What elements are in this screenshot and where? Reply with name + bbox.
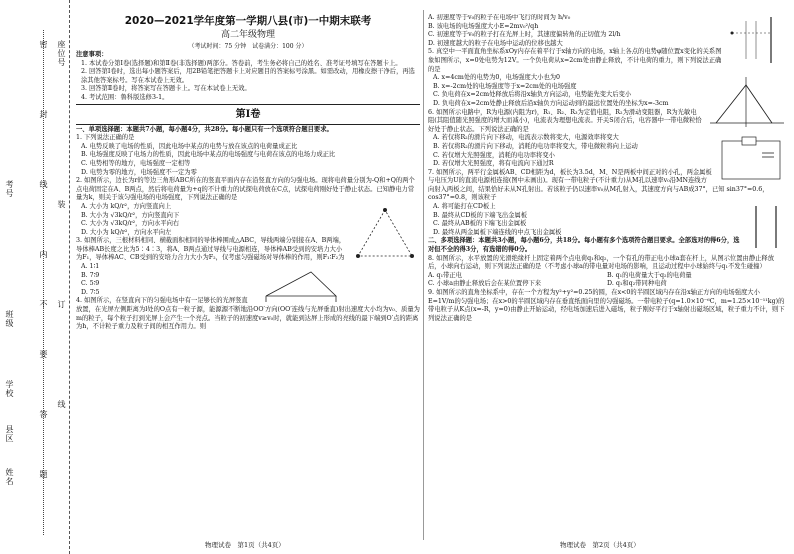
binding-label-school: 学校 [5,380,14,398]
exam-subtitle: 高二年级物理 [220,30,275,40]
seal-char: 题 [39,470,48,479]
potential-graph-figure [706,75,786,130]
binding-strip [0,0,70,554]
q2-stem: 2. 如图所示，边长为r的等边三角形ABC所在的竖直平面内存在沿竖直方向的匀强电场。现将电荷量分别为-Q和+Q的两个点电荷固定在A、B两点，然后将电荷量为+q的不计重力的试探电荷放在C点，试探电荷刚好处于静止状态。已知静电力常量为k，则关于该匀强电场的电场强度，下列说法正确的是 [76,177,415,202]
q7-option: C. 最终从AB板的下端飞出金属板 [433,220,527,228]
seal-char: 封 [39,110,48,119]
q7-option: D. 最终从两金属板下端连线的中点飞出金属板 [433,228,562,236]
binding-label-name: 姓名 [5,468,14,486]
q5-option: B. x=-2cm处的电场强度等于x=2cm处的电场强度 [433,82,577,90]
q8-option: D. q₁和q₂带同种电荷 [607,280,667,288]
q5-stem: 5. 真空中一平面直角坐标系xOy内存在着平行于x轴方向的电场，x轴上各点的电势φ随位置x变化的关系图象如图所示，x=0处电势为12V。一个负电荷从x=2cm处由静止释放，不计电荷的重力，则下列说法正确的是 [428,48,722,73]
q8-option: C. 小球a由静止释放后会在某位置停下来 [428,280,542,288]
q4-option: B. 该电场的电场强度大小E=2mv₀²/qh [428,22,539,30]
seal-char: 不 [39,300,48,309]
q3-option: D. 7∶5 [81,288,100,296]
q6-option: C. 若仅增大光照强度，消耗的电功率将变小 [433,151,555,159]
q1-stem: 1. 下列说法正确的是 [76,134,135,142]
q4-stem: 4. 如图所示，在竖直向下的匀强电场中有一足够长的光屏竖直放置，在光屏左侧距离为l处的O点有一粒子源，能源源不断地沿OO′方向(OO′连线与光屏垂直)射出速度大小均为v₀、质量为m的粒子，每个粒子打到光屏上会产生一个亮点。当粒子的初速度v≥v₀时，就能到达屏上形成的亮线的最下端到O′点的距离为h，不计粒子重力及粒子间的相互作用力。则 [76,297,420,331]
parallel-plates-figure [746,204,786,250]
seal-char: 线 [39,180,48,189]
exam-info: （考试时间：75 分钟 试卷满分：100 分） [188,43,308,50]
notice-heading: 注意事项： [76,51,108,58]
footer-left: 物理试卷 第1页（共4页） [205,541,285,549]
q8-stem: 8. 如图所示，水平放置的光滑绝缘杆上固定着两个点电荷q₁和q₂，一个有孔的带正电小球a套在杆上，从图示位置由静止释放后，小球向右运动，则下列说法正确的是（不考虑小球a的带电量对电场的影响，且运动过程中小球始终与q₁不发生碰撞） [428,254,775,271]
q2-option: D. 大小为 kQ/r²，方向水平向左 [81,228,172,236]
exam-title: 2020—2021学年度第一学期八县(市)一中期末联考 [124,15,372,27]
q8-options [428,272,786,289]
q4-option: C. 初速度等于v₀的粒子打在光屏上时，其速度偏转角的正切值为 2l/h [428,31,621,39]
q1-option: B. 电场强度反映了电场力的性质，因此电场中某点的电场强度与电荷在该点的电场力成正比 [81,151,336,159]
rule [76,124,420,125]
q2-option: B. 大小为 √3kQ/r²，方向竖直向下 [81,211,180,219]
q1-option: D. 电势为零的地方，电场强度不一定为零 [81,168,197,176]
q6-option: B. 若仅将R₂的滑片向下移动，消耗的电功率将变大，带电微粒将向上运动 [433,142,638,150]
bind-char: 订 [57,300,66,309]
q4-option: D. 初速度越大的粒子在电场中运动的位移也越大 [428,39,563,47]
notice-item: 2. 回答第Ⅰ卷时，选出每小题答案后，用2B铅笔把答题卡上对应题目的答案标号涂黑。如需改动，用橡皮擦干净后，再选涂其他答案标号。写在本试卷上无效。 [81,68,415,84]
q6-option: A. 若仅将R₂的滑片向下移动，电流表示数将变大，电源效率将变大 [433,134,619,142]
q8-option: B. q₁的电荷量大于q₂的电荷量 [607,271,692,279]
right-column [428,14,786,534]
section-title: 第Ⅰ卷 [235,108,261,120]
q7-option: B. 最终从CD板的下端飞出金属板 [433,211,528,219]
binding-label-county: 县区 [5,425,14,443]
rule [76,104,420,105]
circuit-figure [716,135,786,183]
q4-option: A. 初速度等于v₀的粒子在电场中飞行的时间为 h/v₀ [428,14,571,21]
seal-char: 内 [39,250,48,259]
q9-stem: 9. 如图所示的直角坐标系中，存在一个方程为y²+y²=0.25的圆，在x<0的半圆区域内存在沿x轴正方向的电场强度大小E=1V/m的匀强电场；在x>0的半圆区域内存在垂直纸面向里的匀强磁场。一带电粒子(q=1.0×10⁻⁶C，m=1.25×10⁻¹¹kg)的带电粒子从K点(x=-R，y=0)由静止开始运动，经电场加速后进入磁场，粒子刚好平行于x轴射出磁场区域，粒子重力不计，则下列说法正确的是 [428,289,785,322]
q5-option: D. 负电荷在x=2cm处静止释放后沿x轴负方向运动到的最远位置处的坐标为x=-3cm [433,99,669,107]
seal-char: 答 [39,410,48,419]
binding-label-id: 考号 [5,180,14,198]
notice-item: 4. 考试范围：鲁科版选修3-1。 [81,93,169,101]
q3-option: C. 5∶9 [81,280,100,288]
q2-option: C. 大小为 √3kQ/r²，方向水平向右 [81,220,180,228]
bind-char: 装 [57,200,66,209]
q1-option: A. 电势反映了电场的性质，因此电场中某点的电势与放在该点的电荷量成正比 [81,142,298,150]
bind-char: 线 [57,400,66,409]
q7-option: A. 将可能打在CD板上 [433,203,496,211]
q5-option: A. x=4cm处的电势为0，电场强度大小也为0 [433,74,561,82]
q1-option: C. 电势相等的地方，电场强度一定相等 [81,159,191,167]
seal-line [43,30,44,535]
column-divider [423,10,424,540]
seat-label: 座位号 [57,40,66,67]
triangle-conductor-figure [256,264,346,304]
q7-stem: 7. 如图所示，两平行金属板AB、CD相距为d，板长为3.5d，M、N是两板中间正对的小孔，两金属板与电压为U的直流电源相连接(图中未画出)。现有一带电粒子(不计重力)从M孔以速率v₀沿MN连线方向射入两板之间，结果恰好未从N孔射出。若该粒子仍以速率v₀从M孔射入，其速度方向与AB成37°，已知 sin37°=0.6，cos37°=0.8，则该粒子 [428,168,769,202]
part2-heading: 二、多项选择题：本题共3小题，每小题6分，共18分。每小题有多个选项符合题目要求。全部选对的得6分，选对但不全的得3分，有选错的得0分。 [428,237,740,254]
q5-option: C. 负电荷在x=2cm处释放后将沿x轴负方向运动，电势能先变大后变小 [433,91,632,99]
seal-char: 要 [39,350,48,359]
q3-stem: 3. 如图所示，三根材料相同、横截面积相同的导体棒围成△ABC，导线两端分别接在A、B两端，导体棒AB长度之比为5∶4∶3，将A、B两点通过导线与电源相连，导体棒AB受到的安培力大小为F₁，导体棒AC、CB受到的安培力合力大小为F₂，仅考虑匀强磁场对导体棒的作用，则F₁∶F₂为 [76,237,346,262]
footer-right: 物理试卷 第2页（共4页） [560,541,640,549]
seal-char: 密 [39,40,48,49]
binding-label-class: 班级 [5,310,14,328]
q2-option: A. 大小为 kQ/r²，方向竖直向上 [81,202,172,210]
part1-heading: 一、单项选择题：本题共7小题，每小题4分，共28分。每小题只有一个选项符合题目要求。 [76,125,333,133]
q6-option: D. 若仅增大光照强度，将有电流向下通过R [433,160,554,168]
screen-field-figure [726,15,786,65]
q3-option: A. 1∶1 [81,263,100,271]
q6-stem: 6. 如图所示电路中，R为电源(内阻为r)，R₁、R₂、R₃为定值电阻，R₂为滑动变阻器，R为光敏电阻(其阻值随光照强度的增大而减小)，电流表为理想电流表。开关S闭合后，电容器中一带电微粒恰好处于静止状态。下列说法正确的是 [428,108,702,133]
triangle-abc-figure [350,204,420,264]
left-column [76,14,420,534]
q3-option: B. 7∶9 [81,271,100,279]
notice-item: 1. 本试卷分第Ⅰ卷(选择题)和第Ⅱ卷(非选择题)两部分。答卷前，考生务必将自己的姓名、准考证号填写在答题卡上。 [81,59,402,67]
q8-option: A. q₁带正电 [428,271,462,279]
notice-item: 3. 回答第Ⅱ卷时，将答案写在答题卡上。写在本试卷上无效。 [81,85,251,93]
